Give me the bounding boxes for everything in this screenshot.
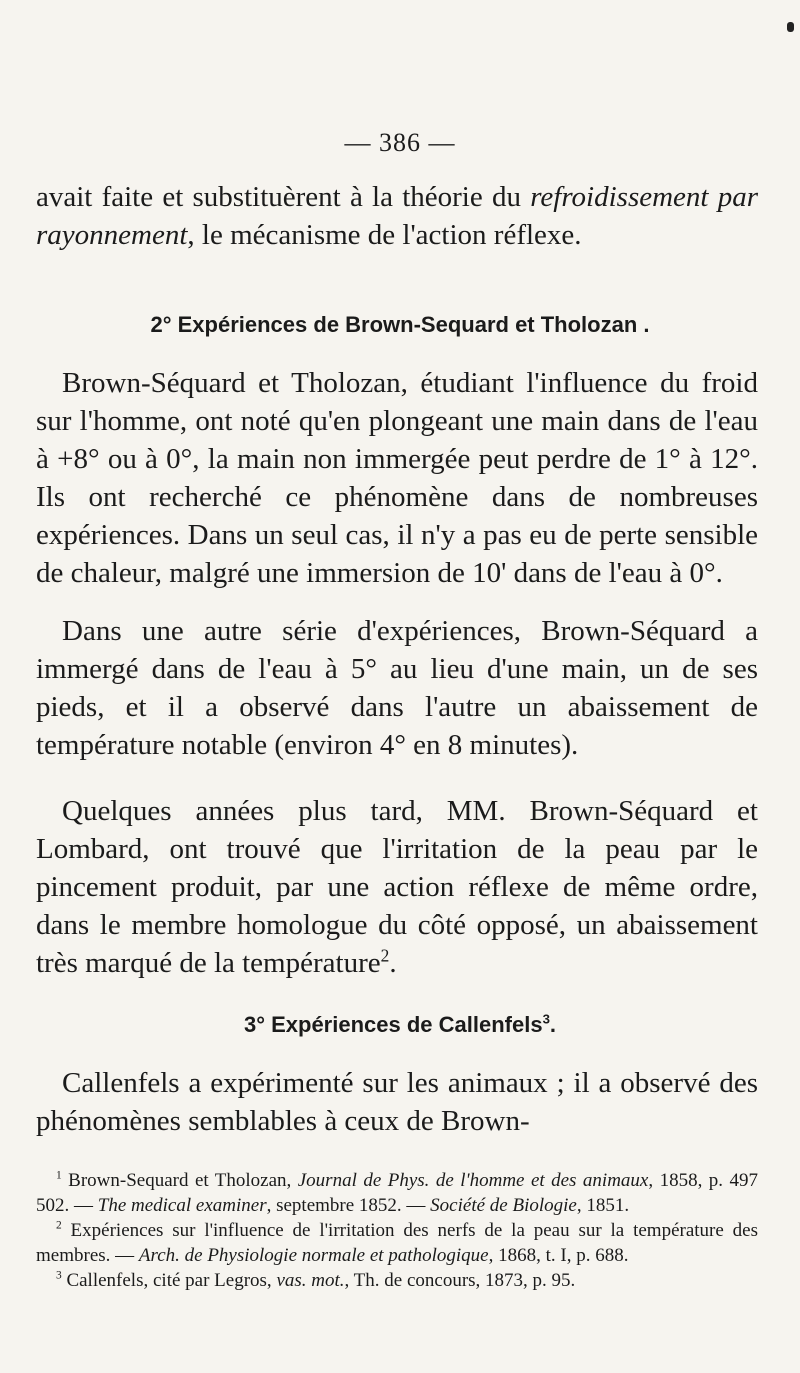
footnote-1-text-g: , 1851. [576, 1195, 630, 1216]
footnote-ref-3: 3 [542, 1011, 550, 1027]
footnote-1-text-c: , 1858, p. 497 502. — [36, 1170, 759, 1216]
footnote-1-societe: Société de Biologie [430, 1195, 577, 1216]
section-heading-3 [0, 1012, 800, 1038]
paragraph-callenfels: Callenfels a expérimenté sur les animaux ; il a observé des phénomènes semblables à ceux de Brown- [36, 1067, 758, 1137]
paragraph-1-text-c: , le mécanisme de l'action réflexe. [187, 219, 582, 251]
footnote-3 [36, 1268, 758, 1293]
footnote-3-number: 3 [56, 1269, 62, 1282]
footnote-2-archive: Arch. de Physiologie normale et pathologique [138, 1245, 489, 1266]
footnote-1-number: 1 [56, 1169, 62, 1182]
section-heading-2: 2° Expériences de Brown-Sequard et Tholozan . [150, 312, 650, 337]
footnote-2-text-c: , 1868, t. I, p. 688. [488, 1245, 629, 1266]
footnote-1-text-a: Brown-Sequard et Tholozan, [61, 1170, 298, 1191]
footnote-3-vasmot: vas. mot. [276, 1270, 345, 1291]
paragraph-autre-serie: Dans une autre série d'expériences, Brown-Séquard a immergé dans de l'eau à 5° au lieu d'une main, un de ses pieds, et il a observé dans l'autre un abaissement de température notable (environ 4° en 8 minutes). [36, 615, 758, 761]
footnote-1-text-e: , septembre 1852. — [266, 1195, 431, 1216]
footnote-ref-2: 2 [380, 945, 390, 966]
footnote-2 [36, 1218, 758, 1268]
ink-spot [787, 22, 794, 32]
paragraph-continuation [36, 178, 758, 254]
paragraph-1-italic: refroidissement par rayonnement [36, 181, 758, 251]
paragraph-4-text: Quelques années plus tard, MM. Brown-Séquard et Lombard, ont trouvé que l'irritation de la peau par le pincement produit, par une action réflexe de même ordre, dans le membre homologue du côté opposé, un abaissement très marqué de la température [36, 795, 758, 979]
footnote-1-journal: Journal de Phys. de l'homme et des animaux [297, 1170, 649, 1191]
footnote-3-text-a: Callenfels, cité par Legros, [61, 1270, 277, 1291]
footnotes [36, 1168, 758, 1293]
footnote-1 [36, 1168, 758, 1218]
paragraph-1-text-a: avait faite et substituèrent à la théorie du [36, 181, 531, 213]
heading-3-end: . [549, 1012, 557, 1037]
paragraph-4-end: . [389, 947, 397, 979]
footnote-2-text-a: Expériences sur l'influence de l'irritation des nerfs de la peau sur la température des membres. — [36, 1220, 758, 1266]
footnote-1-examiner: The medical examiner [97, 1195, 267, 1216]
paragraph-brown-sequard-tholozan: Brown-Séquard et Tholozan, étudiant l'influence du froid sur l'homme, ont noté qu'en plongeant une main dans de l'eau à +8° ou à 0°, la main non immergée peut perdre de 1° à 12°. Ils ont recherché ce phénomène dans de nombreuses expériences. Dans un seul cas, il n'y a pas eu de perte sensible de chaleur, malgré une immersion de 10' dans de l'eau à 0°. [36, 367, 758, 589]
paragraph-quelques-annees [36, 792, 758, 982]
footnote-3-text-c: , Th. de concours, 1873, p. 95. [344, 1270, 576, 1291]
footnote-2-number: 2 [56, 1219, 62, 1232]
heading-3-text: 3° Expériences de Callenfels [243, 1012, 543, 1037]
page-number: — 386 — [344, 128, 456, 157]
